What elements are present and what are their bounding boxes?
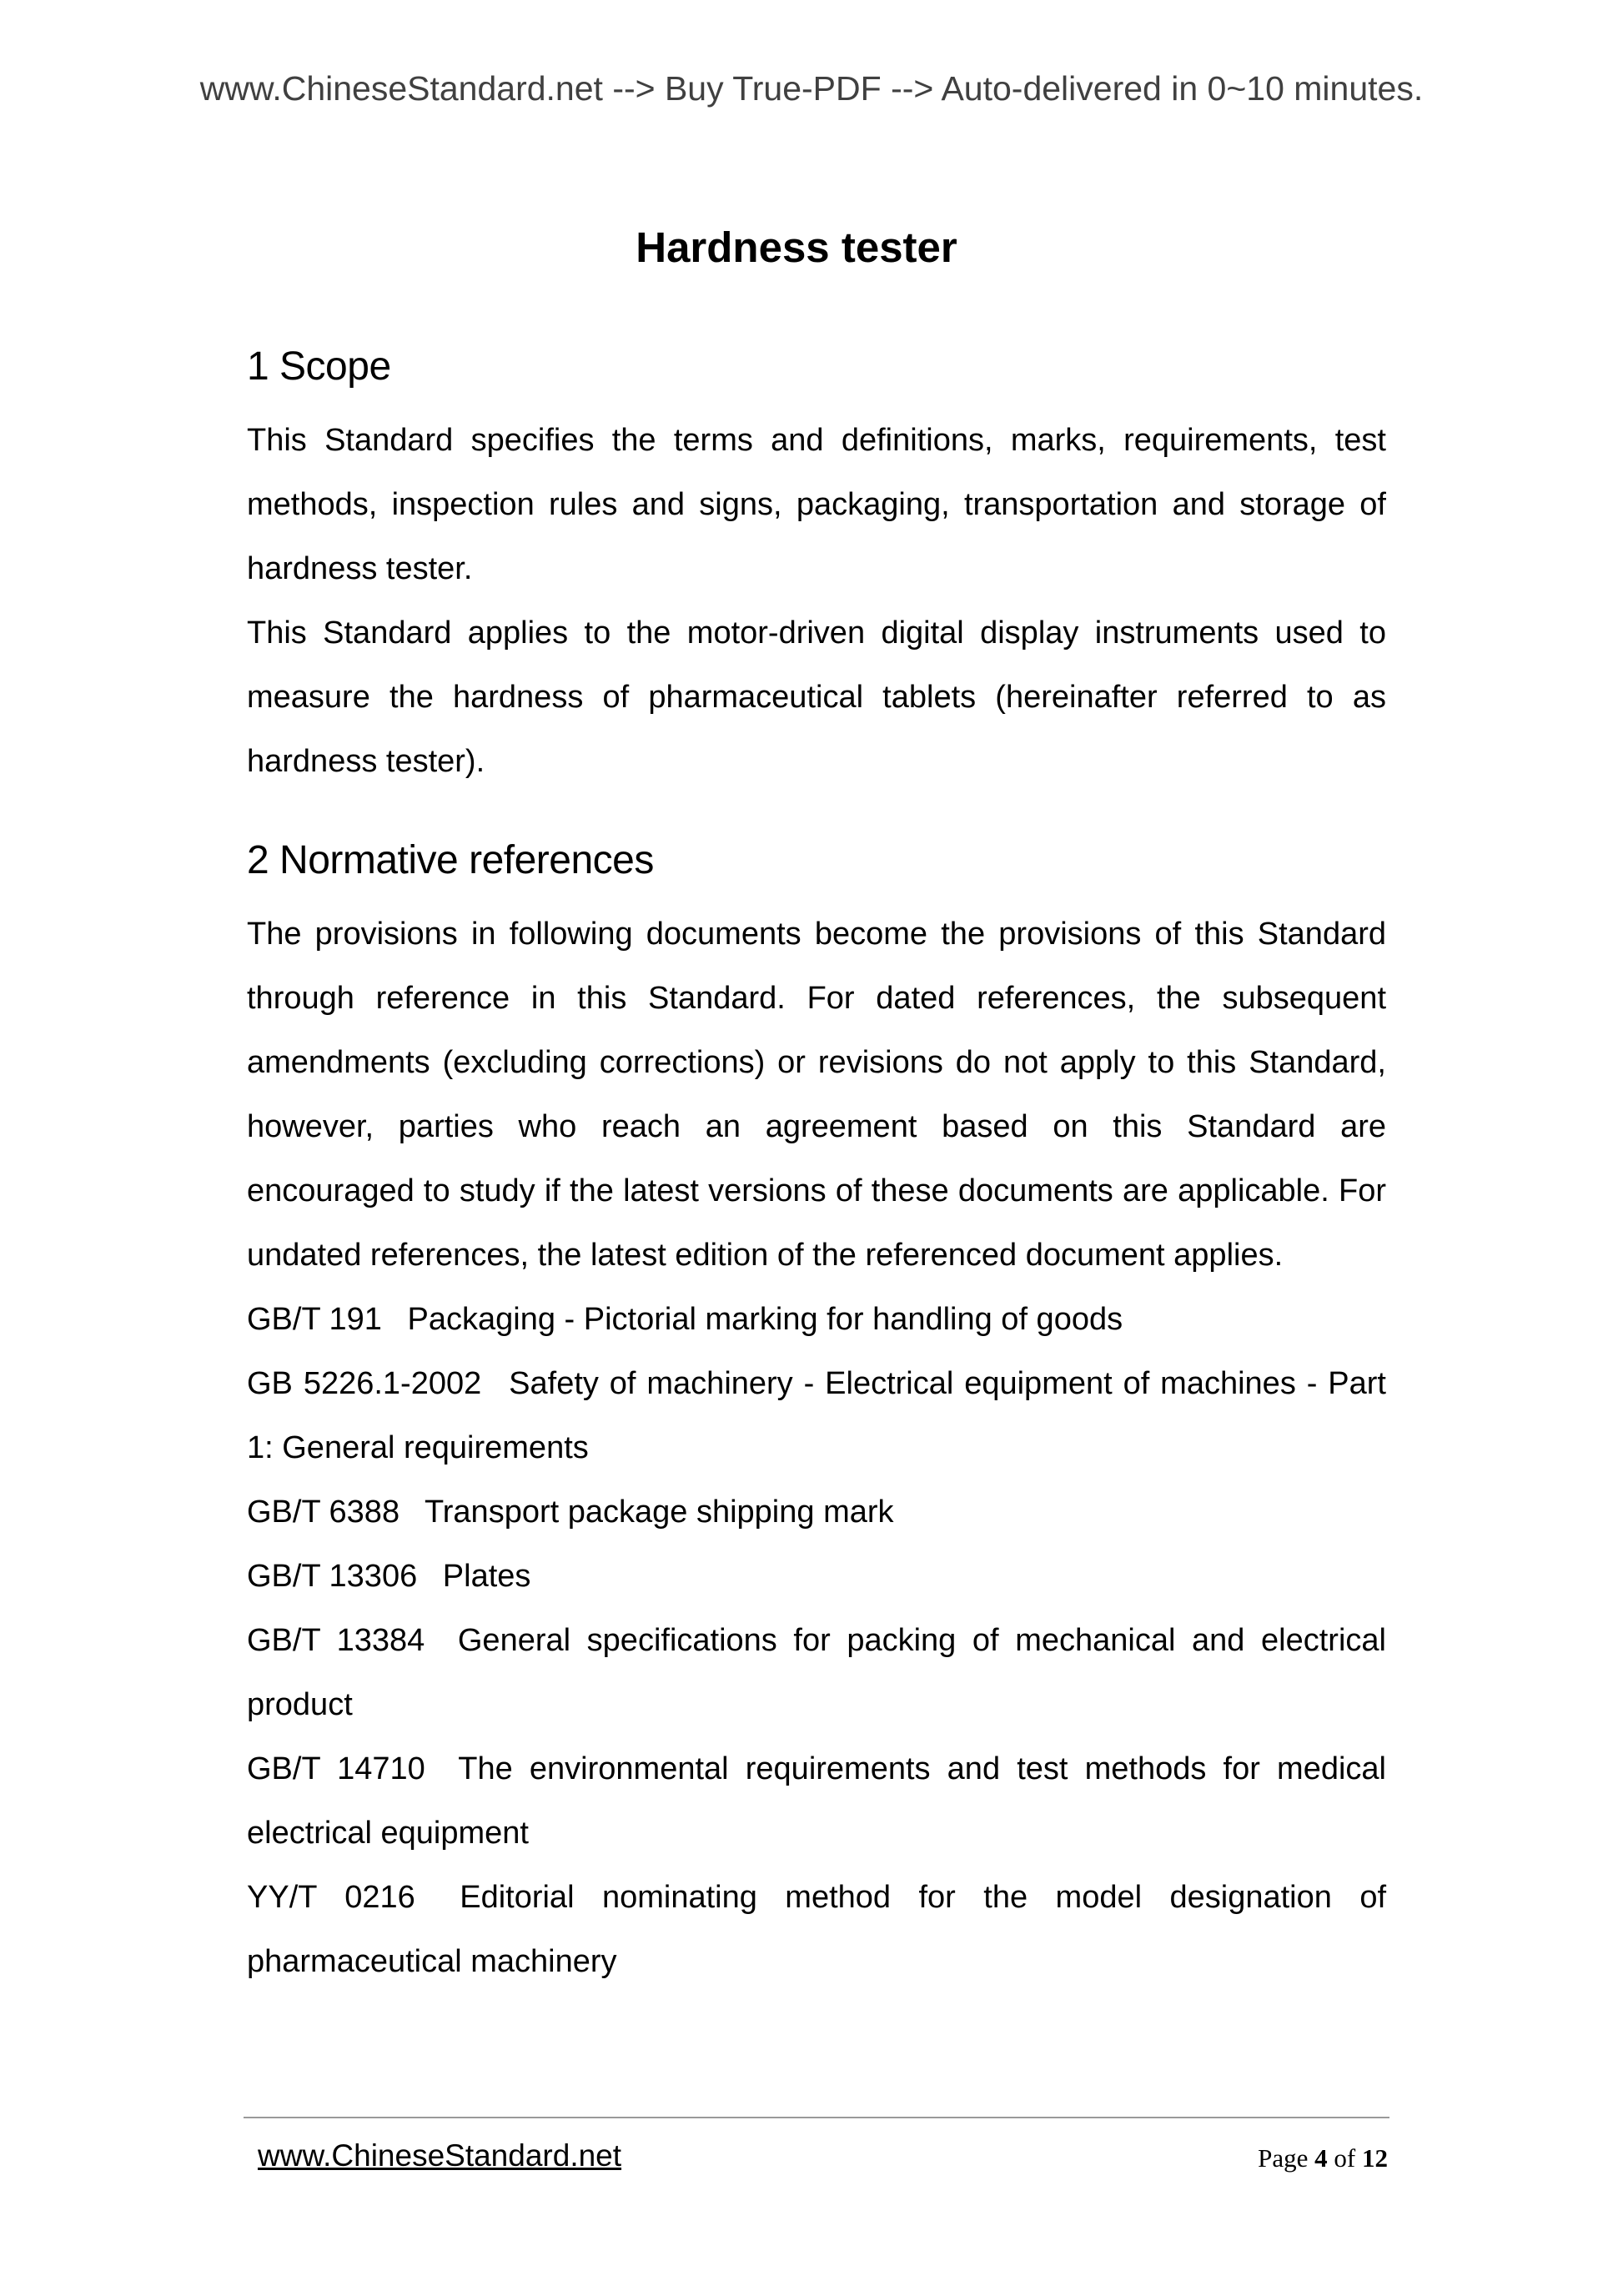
reference-code: GB/T 191 bbox=[247, 1302, 382, 1337]
reference-code: GB/T 6388 bbox=[247, 1495, 400, 1530]
document-body bbox=[247, 334, 1386, 1994]
page-prefix: Page bbox=[1258, 2143, 1309, 2173]
scope-paragraph: This Standard specifies the terms and definitions, marks, requirements, test methods, inspection rules and signs, packaging, transportation and storage of hardness tester. bbox=[247, 423, 1386, 586]
reference-title: General specifications for packing of mechanical and electrical product bbox=[247, 1623, 1386, 1722]
reference-item bbox=[247, 1609, 1386, 1737]
reference-item bbox=[247, 1866, 1386, 1994]
reference-code: YY/T 0216 bbox=[247, 1880, 415, 1915]
page-current: 4 bbox=[1314, 2143, 1328, 2173]
page-total: 12 bbox=[1362, 2143, 1388, 2173]
footer-divider bbox=[244, 2117, 1389, 2118]
reference-title: Packaging - Pictorial marking for handling of goods bbox=[407, 1302, 1123, 1337]
document-title: Hardness tester bbox=[636, 224, 957, 271]
reference-title: Editorial nominating method for the model designation of pharmaceutical machinery bbox=[247, 1880, 1387, 1979]
reference-code: GB/T 13384 bbox=[247, 1623, 425, 1658]
reference-title: The environmental requirements and test methods for medical electrical equipment bbox=[247, 1751, 1386, 1851]
reference-code: GB/T 14710 bbox=[247, 1751, 425, 1786]
reference-item bbox=[247, 1352, 1386, 1480]
reference-item bbox=[247, 1737, 1386, 1866]
footer-website-link[interactable]: www.ChineseStandard.net bbox=[258, 2138, 622, 2173]
section-heading-normative-references: 2 Normative references bbox=[247, 838, 654, 882]
reference-code: GB/T 13306 bbox=[247, 1559, 418, 1594]
reference-item bbox=[247, 1545, 1386, 1609]
reference-title: Plates bbox=[442, 1559, 531, 1594]
reference-code: GB 5226.1-2002 bbox=[247, 1366, 482, 1401]
reference-title: Transport package shipping mark bbox=[424, 1495, 894, 1530]
reference-item bbox=[247, 1288, 1386, 1352]
references-intro-paragraph: The provisions in following documents become the provisions of this Standard through reference in this Standard. For dated references, the subsequent amendments (excluding corrections) or revisions do not apply to this Standard, however, parties who reach an agreement based on this Standard are encouraged to study if the latest versions of these documents are applicable. For undated references, the latest edition of the referenced document applies. bbox=[247, 917, 1386, 1273]
page-number bbox=[1258, 2140, 1388, 2177]
scope-paragraph: This Standard applies to the motor-driven digital display instruments used to measure the hardness of pharmaceutical tablets (hereinafter referred to as hardness tester). bbox=[247, 615, 1386, 779]
header-banner: www.ChineseStandard.net --> Buy True-PDF --> Auto-delivered in 0~10 minutes. bbox=[199, 69, 1424, 108]
section-heading-scope: 1 Scope bbox=[247, 344, 391, 389]
page-of: of bbox=[1334, 2143, 1356, 2173]
reference-title: Safety of machinery - Electrical equipment of machines - Part 1: General requirements bbox=[247, 1366, 1386, 1465]
reference-item bbox=[247, 1480, 1386, 1545]
